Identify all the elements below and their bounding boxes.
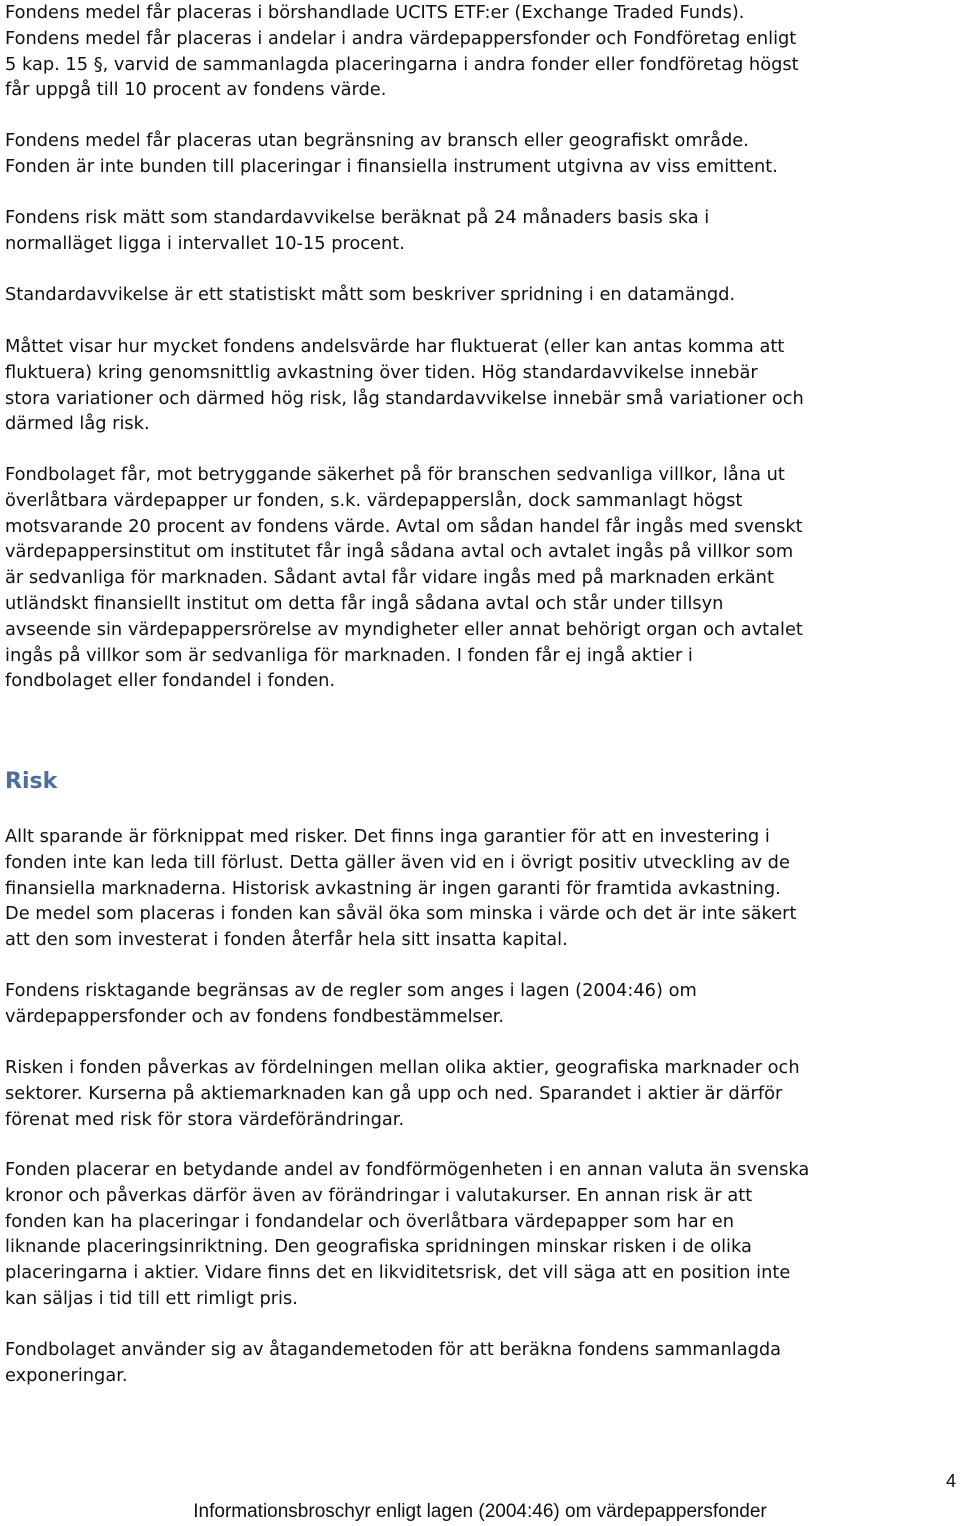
risk-paragraph-5 — [5, 1337, 955, 1389]
risk-paragraph-4 — [5, 1157, 955, 1312]
intro-paragraph-6 — [5, 462, 955, 694]
text-line: värdepappersfonder och av fondens fondbestämmelser. — [5, 1005, 505, 1027]
risk-paragraph-3 — [5, 1055, 955, 1132]
text-line: är sedvanliga för marknaden. Sådant avtal får vidare ingås med på marknaden erkänt — [5, 567, 774, 589]
text-line: därmed låg risk. — [5, 413, 150, 435]
text-line: Fondens risktagande begränsas av de regler som anges i lagen (2004:46) om — [5, 980, 697, 1001]
text-line: fluktuera) kring genomsnittlig avkastning över tiden. Hög standardavvikelse innebär — [5, 361, 758, 383]
text-line: värdepappersinstitut om institutet får ingå sådana avtal och avtalet ingås på villkor som — [5, 541, 794, 563]
text-line: ingås på villkor som är sedvanliga för marknaden. I fonden får ej ingå aktier i — [5, 644, 693, 666]
text-line: kronor och påverkas därför även av förändringar i valutakurser. En annan risk är att — [5, 1184, 753, 1206]
text-line: Måttet visar hur mycket fondens andelsvärde har fluktuerat (eller kan antas komma att — [5, 336, 785, 357]
text-line: De medel som placeras i fonden kan såväl öka som minska i värde och det är inte säkert — [5, 903, 797, 925]
text-line: fonden kan ha placeringar i fondandelar och överlåtbara värdepapper som har en — [5, 1210, 734, 1232]
intro-paragraph-3 — [5, 205, 955, 257]
text-line: Fondens medel får placeras utan begränsning av bransch eller geografiskt område. — [5, 130, 749, 151]
text-line: 5 kap. 15 §, varvid de sammanlagda placeringarna i andra fonder eller fondföretag högst — [5, 53, 799, 75]
section-heading-risk: Risk — [5, 769, 58, 794]
text-line: motsvarande 20 procent av fondens värde. Avtal om sådan handel får ingås med svenskt — [5, 515, 803, 537]
text-line: Fonden är inte bunden till placeringar i finansiella instrument utgivna av viss emittent. — [5, 155, 778, 177]
text-line: förenat med risk för stora värdeförändringar. — [5, 1108, 405, 1130]
text-line: placeringarna i aktier. Vidare finns det en likviditetsrisk, det vill säga att en position inte — [5, 1262, 791, 1284]
text-line: sektorer. Kurserna på aktiemarknaden kan gå upp och ned. Sparandet i aktier är därför — [5, 1082, 783, 1104]
text-line: Fondens medel får placeras i andelar i andra värdepappersfonder och Fondföretag enligt — [5, 27, 797, 49]
text-line: normalläget ligga i intervallet 10-15 procent. — [5, 232, 405, 254]
text-line: exponeringar. — [5, 1364, 128, 1386]
text-line: liknande placeringsinriktning. Den geografiska spridningen minskar risken i de olika — [5, 1236, 752, 1258]
text-line: stora variationer och därmed hög risk, låg standardavvikelse innebär små variationer och — [5, 387, 804, 409]
text-line: avseende sin värdepappersrörelse av myndigheter eller annat behörigt organ och avtalet — [5, 618, 803, 640]
text-line: Risken i fonden påverkas av fördelningen mellan olika aktier, geografiska marknader och — [5, 1057, 800, 1078]
risk-paragraph-2 — [5, 978, 955, 1030]
text-line: finansiella marknaderna. Historisk avkastning är ingen garanti för framtida avkastning. — [5, 877, 781, 899]
text-line: utländskt finansiellt institut om detta får ingå sådana avtal och står under tillsyn — [5, 592, 724, 614]
text-line: Fondens medel får placeras i börshandlade UCITS ETF:er (Exchange Traded Funds). — [5, 2, 745, 23]
text-line: Allt sparande är förknippat med risker. Det finns inga garantier för att en investering i — [5, 826, 770, 847]
page-footer: Informationsbroschyr enligt lagen (2004:46) om värdepappersfonder — [193, 1501, 767, 1522]
page-number: 4 — [945, 1471, 956, 1491]
intro-paragraph-5 — [5, 334, 955, 437]
text-line: fonden inte kan leda till förlust. Detta gäller även vid en i övrigt positiv utveckling av de — [5, 851, 790, 873]
text-line: att den som investerat i fonden återfår hela sitt insatta kapital. — [5, 929, 568, 951]
intro-paragraph-2 — [5, 128, 955, 180]
text-line: Fondbolaget använder sig av åtagandemetoden för att beräkna fondens sammanlagda — [5, 1339, 782, 1360]
risk-paragraph-1 — [5, 824, 955, 953]
intro-paragraph-1 — [5, 0, 955, 103]
text-line: Standardavvikelse är ett statistiskt mått som beskriver spridning i en datamängd. — [5, 284, 736, 305]
text-line: får uppgå till 10 procent av fondens värde. — [5, 79, 387, 101]
text-line: kan säljas i tid till ett rimligt pris. — [5, 1287, 298, 1309]
text-line: Fondbolaget får, mot betryggande säkerhet på för branschen sedvanliga villkor, låna ut — [5, 464, 785, 485]
text-line: Fonden placerar en betydande andel av fondförmögenheten i en annan valuta än svenska — [5, 1159, 810, 1180]
text-line: fondbolaget eller fondandel i fonden. — [5, 670, 336, 692]
text-line: Fondens risk mätt som standardavvikelse beräknat på 24 månaders basis ska i — [5, 207, 710, 228]
text-line: överlåtbara värdepapper ur fonden, s.k. värdepapperslån, dock sammanlagt högst — [5, 489, 743, 511]
intro-paragraph-4 — [5, 282, 955, 308]
